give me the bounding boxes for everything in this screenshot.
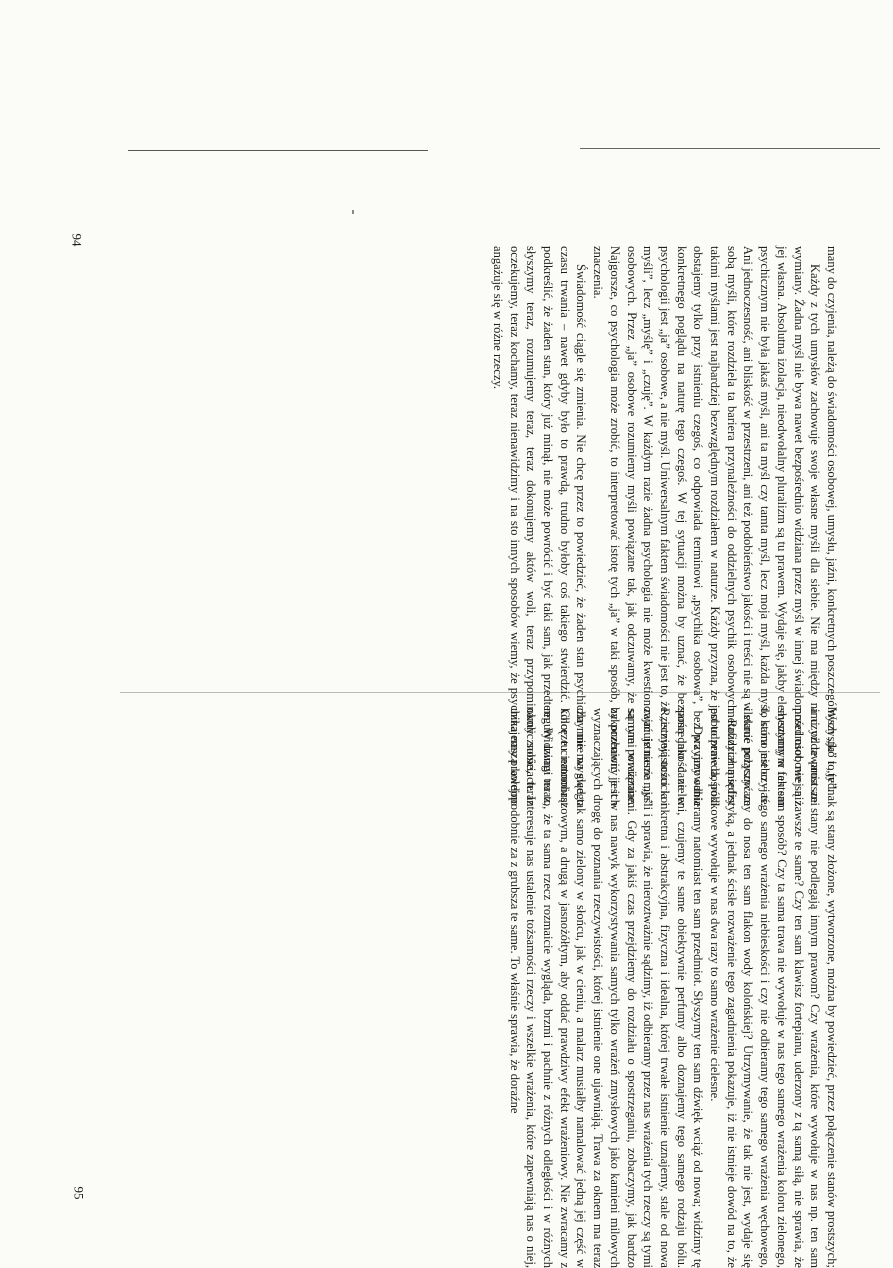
page-number-right: 95 (71, 1186, 87, 1200)
scan-speck (352, 210, 354, 214)
paragraph: Każdy z tych umysłów zachowuje swoje własne myśli dla siebie. Nie ma między nimi oddawania ani wymiany. Żadna myśl nie bywa nawet bezpośrednio widziana przez myśl w innej świadomości osobowej niż jej własna. Absolutna izolacja, nieodwołalny pluralizm są tu prawem. Wydaje się, jakby elementarnym faktem psychicznym nie była jakaś myśl, ani ta myśl czy tamta myśl, lecz moja myśl, każda myśl, która jest czyjaś. Ani jednoczesność, ani bliskość w przestrzeni, ani też podobieństwo jakości i treści nie są w stanie połączyć ze sobą myśli, które rozdziela ta bariera przynależności do oddzielnych psychik osobowych. Rozdział między takimi myślami jest najbardziej bezwzględnym rozdziałem w naturze. Każdy przyzna, że jest to prawda, póki obstajemy tylko przy istnieniu czegoś, co odpowiada terminowi „psychika osobowa”, bez przyjmowania konkretnego poglądu na naturę tego czegoś. W tej sytuacji można by uznać, że bezpośrednio dane w psychologii jest „ja” osobowe, a nie myśl. Uniwersalnym faktem świadomości nie jest to, że „istnieją uczucia i myśli”, lecz „myślę” i „czuję”. W każdym razie żadna psychologia nie może kwestionować istnienia „ja” osobowych. Przez „ja” osobowe rozumiemy myśli powiązane tak, jak odczuwamy, że są one powiązane. Najgorsze, co psychologia może zrobić, to interpretować istotę tych „ja” w taki sposób, by pozbawić je ich znaczenia. (591, 246, 823, 806)
paragraph: Dwa razy odbieramy natomiast ten sam przedmiot. Słyszymy ten sam dźwięk wciąż od nowa; widzimy tę samą jakość zieleni, czujemy te same obiektywnie perfumy albo doznajemy tego samego rodzaju bólu. Rzeczywistości konkretna i abstrakcyjna, fizyczna i idealna, której trwałe istnienie uznajemy, stale od nowa zajmuje nasze myśli i sprawia, że nieroztważnie sądzimy, iż odbieramy przez nas wrażenia tych rzeczy są tymi samymi wrażeniami. Gdy za jakiś czas przejdziemy do rozdziału o spostrzeganiu, zobaczymy, jak bardzo zakorzeniony jest w nas nawyk wykorzystywania samych tylko wrażeń zmysłowych jako kamieni milowych wyznaczających drogę do poznania rzeczywistości, której istnienie one ujawniają. Trawa za oknem ma teraz dla mnie wygląd tak samo zielony w słońcu, jak w cieniu, a malarz musiałby namalować jedną jej część w kolorze ciemnobrązowym, a drugą w jasnożółtym, aby oddać prawdziwy efekt wrażeniowy. Nie zwracamy z reguły uwagi na to, że ta sama rzecz rozmaicie wygląda, brzmi i pachnie z różnych odległości i w różnych okolicznościach. Interesuje nas ustalenie tożsamości rzeczy i wszelkie wrażenia, które zapewniają nas o niej, uznajemy prawdopodobnie za z grubsza te same. To właśnie sprawia, że doraźne (507, 708, 706, 1268)
right-page-text (507, 708, 840, 1268)
paragraph: Świadomość ciągle się zmienia. Nie chcę przez to powiedzieć, że żaden stan psychiczny nie ma swego czasu trwania – nawet gdyby było to prawdą, trudno byłoby coś takiego stwierdzić. Chcę tu natomiast podkreślić, że żaden stan, który już minął, nie może powrócić i być taki sam, jak przedtem. Widzimy teraz, słyszymy teraz, rozumujemy teraz, teraz dokonujemy aktów woli, teraz przypominamy sobie, teraz oczekujemy, teraz kochamy, teraz nienawidzimy i na sto innych sposobów wiemy, że psychika nasza kolejno angażuje się w różne rzeczy. (490, 246, 589, 806)
paragraph: many do czyjenia, należą do świadomości osobowej, umysłu, jaźni, konkretnych poszczególnych „ja” i „ty”. (825, 246, 839, 792)
scan-rule-left (128, 150, 428, 151)
paragraph: Wszystko to jednak są stany złożone, wytworzone, można by powiedzieć, przez połączenie stanów prostszych; a czyż te prostsze stany nie podlegają innym prawom? Czy wrażenia, które wywołuje w nas np. ten sam przedmiot, nie są zawsze te same? Czy ten sam klawisz fortepianu, uderzony z tą samą siłą, nie sprawia, że słyszymy w ten sam sposób? Czy ta sama trawa nie wywołuje w nas tego samego wrażenia koloru zielonego, to samo niebo – tego samego wrażenia niebieskości i czy nie odbieramy tego samego wrażenia węchowego, ilekroć przysuwamy do nosa ten sam flakon wody kolońskiej? Utrzymywanie, że tak nie jest, wydaje się metafizyczną sofistyką, a jednak ścisłe rozważenie tego zagadnienia pokazuje, iż nie istnieje dowód na to, że pobudzenie dośrodkowe wywołuje w nas dwa razy to samo wrażenie cielesne. (708, 708, 839, 1268)
page-number-left: 94 (69, 233, 85, 247)
right-page (507, 708, 840, 1268)
scan-rule-right (580, 148, 880, 149)
